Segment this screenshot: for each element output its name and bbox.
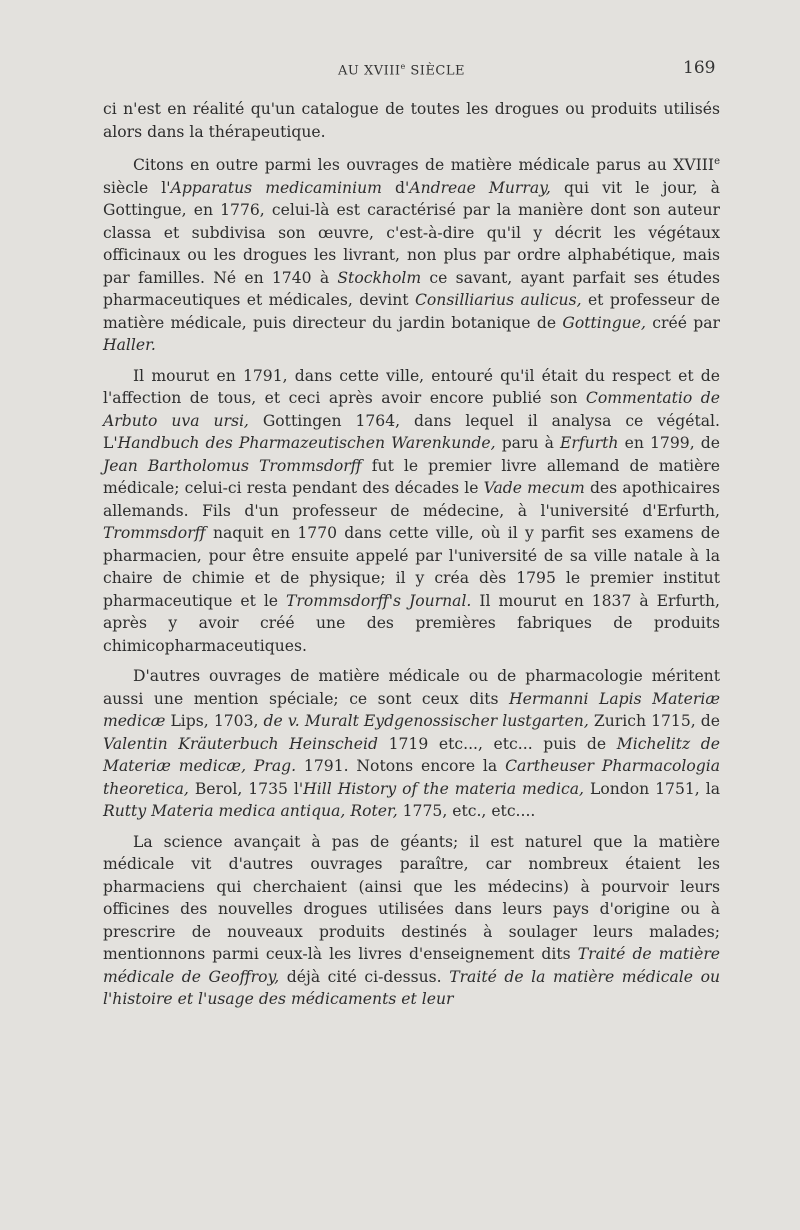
running-head	[338, 62, 465, 78]
body-text-span: D'autres ouvrages de matière médicale ou de pharmacologie méritent aussi une mention spéciale; ce sont ceux dits	[103, 667, 720, 708]
italic-text: Haller.	[103, 336, 156, 355]
running-head-tail: SIÈCLE	[405, 63, 465, 79]
italic-text: Stockholm	[337, 268, 422, 287]
italic-text: Vade mecum	[483, 479, 585, 498]
paragraph	[103, 665, 720, 823]
italic-text: Traité de la matière médicale ou l'histoire et l'usage des médicaments et leur	[103, 967, 721, 1009]
paragraph	[103, 365, 720, 658]
body-text-span: Il mourut en 1791, dans cette ville, entouré qu'il était du respect et de l'affection de tous, et ceci après avoir encore publié son	[103, 366, 720, 408]
italic-text: Erfurth	[560, 434, 619, 453]
body-text-span: naquit en 1770 dans cette ville, où il y parfit ses examens de pharmacien, pour être ensuite appelé par l'université de sa ville natale à la chaire de chimie et de physique; il y créa dès 1795 le premier institut pharmaceutique et le	[103, 524, 720, 610]
body-text-span: ci n'est en réalité qu'un catalogue de toutes les drogues ou produits utilisés alors dans la thérapeutique.	[103, 100, 720, 141]
body-text-span: Lips, 1703,	[165, 712, 264, 731]
body-text-span: déjà cité ci-dessus.	[279, 967, 450, 986]
body-text-span: paru à	[495, 434, 561, 453]
paragraph	[103, 831, 720, 1011]
body-text-span: fut le premier livre allemand de matière médicale; celui-ci resta pendant des décades le	[103, 456, 720, 498]
italic-text: Trommsdorff	[103, 524, 206, 543]
running-head-sup: e	[400, 62, 406, 71]
body-text-span: ce savant, ayant parfait ses études pharmaceutiques et médicales, devint	[103, 268, 720, 310]
paragraph	[103, 98, 720, 143]
body-text-span: Citons en outre parmi les ouvrages de matière médicale parus au	[133, 156, 674, 175]
page-number: 169	[683, 58, 716, 78]
italic-text: Hermanni Lapis Materiæ medicæ	[103, 689, 720, 731]
italic-text: Handbuch des Pharmazeutischen Warenkunde,	[117, 434, 496, 453]
body-text-span: Berol, 1735 l'	[188, 779, 304, 798]
page-header	[0, 58, 800, 82]
italic-text: de v. Muralt Eydgenossischer lustgarten,	[263, 712, 589, 731]
paragraph	[103, 151, 720, 357]
italic-text: Rutty Materia medica antiqua, Roter,	[103, 802, 398, 821]
italic-text: Valentin Kräuterbuch Heinscheid	[103, 734, 378, 753]
body-text-span: Gottingen 1764, dans lequel il analysa ce végétal. L'	[103, 411, 720, 453]
body-text-span: en 1799, de	[618, 434, 720, 453]
body-text-span: 1775, etc., etc....	[397, 802, 536, 821]
italic-text: Cartheuser Pharmacologia theoretica,	[103, 757, 720, 798]
italic-text: Trommsdorff's Journal.	[286, 591, 472, 610]
body-text-span: siècle l'	[103, 178, 171, 197]
body-text-span: La science avançait à pas de géants; il est naturel que la matière médicale vit d'autres ouvrages paraître, car nombreux étaient les pharmaciens qui cherchaient (ainsi que les médecins) à pourvoir leurs officines des nouvelles drogues utilisées dans leurs pays d'origine ou à prescrire de nouveaux produits destinés à soulager leurs malades; mentionnons parmi ceux-là les livres d'enseignement dits	[103, 832, 720, 964]
italic-text: Gottingue,	[562, 313, 646, 332]
italic-text: Michelitz de Materiæ medicæ, Prag.	[103, 734, 720, 776]
italic-text: Andreae Murray,	[409, 178, 551, 197]
italic-text: Commentatio de Arbuto uva ursi,	[103, 389, 720, 430]
body-text-span: des apothicaires allemands. Fils d'un professeur de médecine, à l'université d'Erfurth,	[103, 479, 720, 520]
italic-text: Traité de matière médicale de Geoffroy,	[103, 945, 720, 986]
body-text-span: Il mourut en 1837 à Erfurth, après y avoir créé une des premières fabriques de produits chimicopharmaceutiques.	[103, 591, 721, 655]
body-text-span: créé par	[645, 313, 720, 332]
body-text-span: d'	[381, 178, 410, 197]
italic-text: Consilliarius aulicus,	[414, 291, 582, 310]
superscript-text: e	[714, 156, 720, 167]
body-text-span: 1719 etc..., etc... puis de	[377, 734, 617, 753]
body-text-span: Zurich 1715, de	[588, 712, 721, 731]
body-text	[103, 98, 720, 1019]
italic-text: Jean Bartholomus Trommsdorff	[103, 456, 362, 475]
running-head-text: AU XVIII	[338, 63, 401, 79]
italic-text: Apparatus medicaminium	[170, 178, 382, 197]
body-text-span: et professeur de matière médicale, puis directeur du jardin botanique de	[103, 291, 721, 332]
body-text-span: London 1751, la	[584, 779, 721, 798]
body-text-span: qui vit le jour, à Gottingue, en 1776, celui-là est caractérisé par la manière dont son auteur classa et subdivisa son œuvre, c'est-à-dire qu'il y décrit les végétaux officinaux ou les drogues les livrant, non plus par ordre alphabétique, mais par familles. Né en 1740 à	[103, 178, 720, 287]
body-text-span: XVIII	[673, 156, 715, 175]
body-text-span: 1791. Notons encore la	[296, 757, 506, 776]
italic-text: Hill History of the materia medica,	[303, 779, 585, 798]
